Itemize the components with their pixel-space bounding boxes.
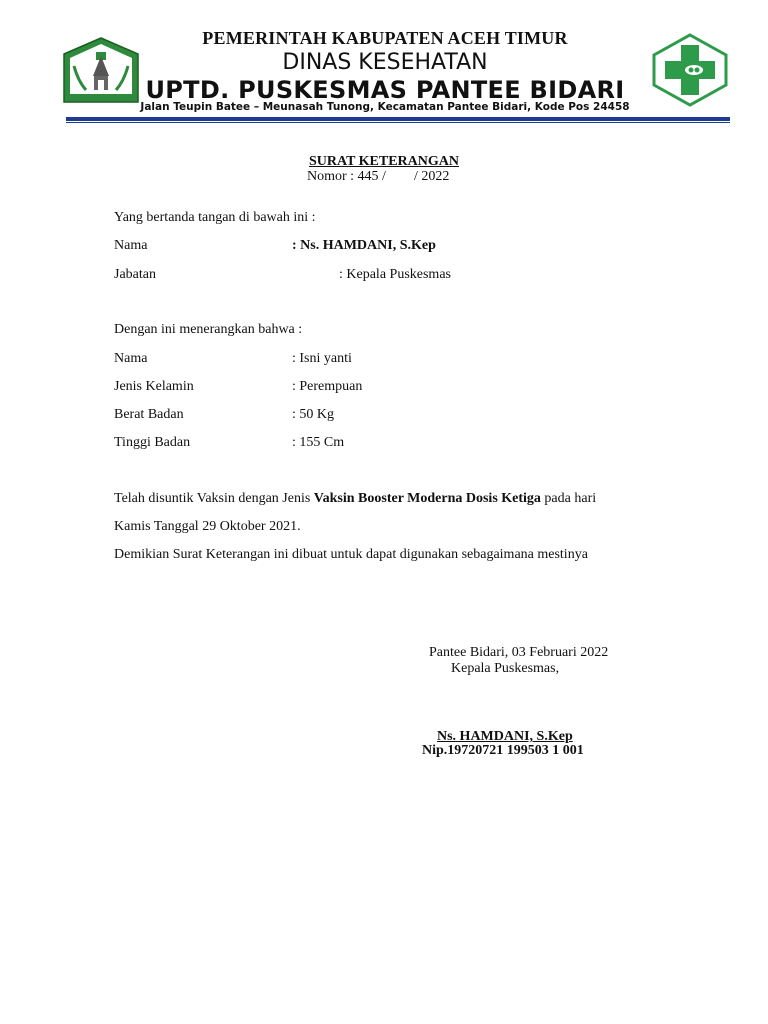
sign-nip: Nip.19720721 199503 1 001 — [422, 743, 584, 758]
document-number: Nomor : 445 / / 2022 — [307, 169, 450, 184]
body-prefix: Telah disuntik Vaksin dengan Jenis — [114, 491, 314, 506]
subject-weight-label: Berat Badan — [114, 407, 184, 422]
subject-gender-label: Jenis Kelamin — [114, 379, 194, 394]
body-suffix: pada hari — [540, 491, 597, 506]
sign-name: Ns. HAMDANI, S.Kep — [437, 729, 573, 744]
body-paragraph — [114, 491, 596, 507]
puskesmas-cross-icon — [650, 33, 730, 107]
letterhead-rule — [66, 117, 730, 121]
place-date: Pantee Bidari, 03 Februari 2022 — [429, 645, 609, 660]
closing-text: Demikian Surat Keterangan ini dibuat untuk dapat digunakan sebagaimana mestinya — [114, 547, 588, 562]
signer-name-value: : Ns. HAMDANI, S.Kep — [292, 238, 436, 253]
sign-title: Kepala Puskesmas, — [451, 661, 560, 676]
letterhead-rule-thin — [66, 122, 730, 123]
subject-name-label: Nama — [114, 351, 148, 366]
letterhead-institution: UPTD. PUSKESMAS PANTEE BIDARI — [145, 76, 625, 104]
subject-height-value: : 155 Cm — [292, 435, 345, 450]
subject-height-label: Tinggi Badan — [114, 435, 191, 450]
document-title: SURAT KETERANGAN — [308, 154, 459, 169]
vaccine-type: Vaksin Booster Moderna Dosis Ketiga — [313, 491, 541, 506]
letterhead-government: PEMERINTAH KABUPATEN ACEH TIMUR — [202, 28, 568, 48]
subject-gender-value: : Perempuan — [292, 379, 363, 394]
statement-text: Dengan ini menerangkan bahwa : — [114, 322, 303, 337]
letterhead-address: Jalan Teupin Batee – Meunasah Tunong, Kecamatan Pantee Bidari, Kode Pos 24458 — [140, 101, 630, 113]
signer-position-label: Jabatan — [114, 267, 156, 282]
subject-name-value: : Isni yanti — [292, 351, 352, 366]
letterhead-department: DINAS KESEHATAN — [282, 50, 488, 75]
subject-weight-value: : 50 Kg — [292, 407, 334, 422]
signer-name-label: Nama — [114, 238, 148, 253]
signer-position-value: : Kepala Puskesmas — [339, 267, 451, 282]
intro-text: Yang bertanda tangan di bawah ini : — [114, 210, 316, 225]
body-line2: Kamis Tanggal 29 Oktober 2021. — [114, 519, 301, 534]
